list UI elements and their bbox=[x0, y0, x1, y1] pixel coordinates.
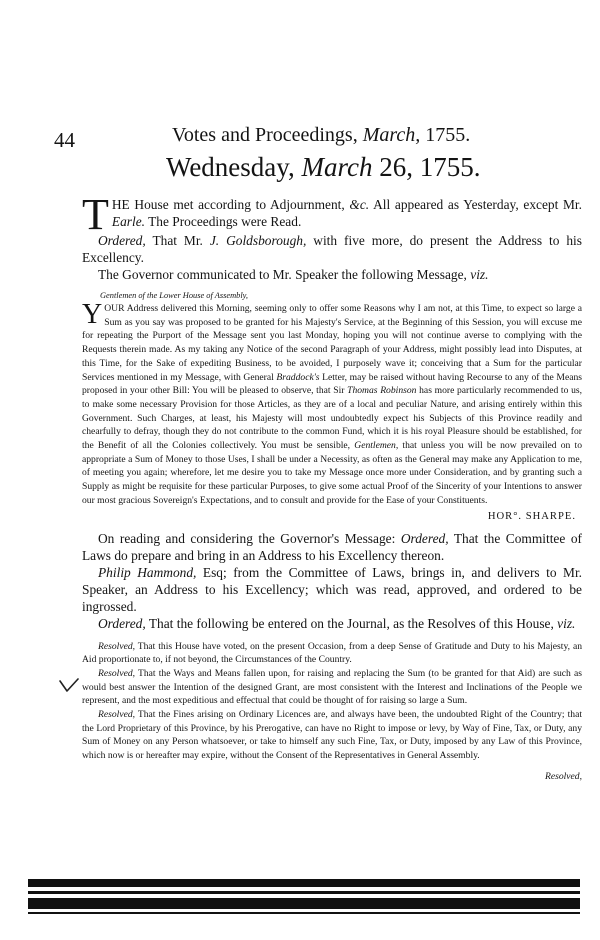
message-text-2: Letter, may be raised without having Recourse to any of the Means proposed in your other Bill: You will be pleased to observe, that Sir bbox=[82, 371, 582, 397]
opening-text-a: HE House met according to Adjournment, bbox=[111, 197, 350, 212]
opening-etc: &c. bbox=[349, 197, 370, 212]
day-title bbox=[166, 152, 481, 183]
message-robinson: Thomas Robinson bbox=[347, 385, 417, 397]
check-mark-icon bbox=[58, 678, 80, 694]
ordered2-label: Ordered, bbox=[98, 615, 146, 631]
ordered1-text-a: That Mr. bbox=[145, 233, 210, 248]
resolve-label: Resolved, bbox=[98, 640, 136, 652]
message-text-5: may make any Application to me, of meeting you again; wherefore, let me desire you to take my Message once more under Consideration, and by granting such a Supply as might be requisite for these particular Purposes, to give some actual Proof of the Sincerity of your Intentions to answer our most gracious Sovereign's Expectations, and to consult and provide for the Ease of your Constituents. bbox=[82, 453, 582, 506]
resolve-item bbox=[82, 708, 582, 763]
governor-viz: viz. bbox=[470, 267, 489, 282]
main-text bbox=[82, 190, 583, 782]
opening-text-c: The Proceedings were Read. bbox=[145, 214, 302, 229]
reading-ordered-label: Ordered, bbox=[400, 530, 449, 546]
ordered-paragraph-2 bbox=[82, 615, 582, 632]
running-head-text: Votes and Proceedings, bbox=[172, 124, 363, 146]
reading-text-a: On reading and considering the Governor's Message: bbox=[98, 530, 401, 546]
drop-cap: T bbox=[82, 190, 109, 239]
message-text-4: that unless you will be now prevailed on to appropriate a Sum of Money to those Uses, I shall be under a Necessity, as often as the General bbox=[82, 440, 582, 465]
hammond-text: Esq; from the Committee of Laws, brings in, and delivers to Mr. Speaker, an Address to his Excellency; which was read, approved, and ordered to be ingrossed. bbox=[82, 564, 583, 614]
resolve-item bbox=[82, 667, 582, 708]
resolve-text: That the Fines arising on Ordinary Licences are, and always have been, the undoubted Right of the Country; that the Lord Proprietary of this Province, by his Prerogative, can have no Right to impose or levy, by Way of Fine, Tax, or Duty, any Sum of Money on any Person whatsoever, or take to himself any such Fine, Tax, or Duty, imposed by any Law of this Province, which now is or hereafter may expire, without the Consent of the Representatives in General Assembly. bbox=[82, 709, 582, 762]
hammond-paragraph bbox=[82, 564, 582, 615]
message-gentlemen: Gentlemen, bbox=[354, 440, 399, 452]
message-body bbox=[82, 299, 583, 508]
signature: HOR°. SHARPE. bbox=[487, 510, 576, 522]
running-head-month: March, bbox=[362, 124, 421, 146]
message-salutation: Gentlemen of the Lower House of Assembly, bbox=[100, 291, 249, 300]
resolves bbox=[82, 640, 582, 763]
reading-paragraph bbox=[82, 530, 582, 564]
ordered2-text: That the following be entered on the Journal, as the Resolves of this House, bbox=[145, 615, 558, 631]
opening-paragraph bbox=[82, 190, 582, 239]
hammond-name: Philip Hammond, bbox=[98, 564, 197, 580]
resolve-label: Resolved, bbox=[98, 709, 136, 721]
catchword: Resolved, bbox=[544, 770, 582, 782]
day-month: March bbox=[301, 152, 373, 182]
reading-text-b: That the Committee of Laws do prepare and bring in an Address to his Excellency thereon. bbox=[82, 530, 582, 563]
governor-text: The Governor communicated to Mr. Speaker the following Message, bbox=[98, 267, 471, 282]
opening-text-b: All appeared as Yesterday, except Mr. bbox=[369, 197, 582, 212]
resolve-text: That this House have voted, on the present Occasion, from a deep Sense of Gratitude and Duty to his Majesty, an Aid proportionate to, if not beyond, the Circumstances of the Country. bbox=[82, 640, 582, 666]
running-head-year: 1755. bbox=[420, 124, 471, 146]
page-number: 44 bbox=[54, 128, 75, 152]
opening-name: Earle. bbox=[111, 214, 145, 229]
governor-message bbox=[82, 291, 582, 522]
ordered2-viz: viz. bbox=[557, 615, 576, 631]
resolve-text: That the Ways and Means fallen upon, for raising and replacing the Sum (to be granted for that Aid) are such as would best answer the Intention of the designed Grant, are most consistent with the Interest and Inclinations of the People we represent, and the most expeditious and effectual that could be thought of for raising so large a Sum. bbox=[82, 667, 582, 707]
day-weekday: Wednesday, bbox=[166, 152, 302, 182]
ordered1-text-b: with five more, do present the Address to his Excellency. bbox=[82, 233, 582, 265]
message-text-1: OUR Address delivered this Morning, seeming only to offer some Reasons why I am not, at this Time, to expect so large a Sum as you say was proposed to be granted for his Majesty's Service, at the Beginning of this Session, you will excuse me for repeating the Purport of the Message sent you last Monday, hoping you will not continue averse to complying with the Requests therein made. As my taking any Notice of the second Paragraph of your Address, might possibly lead into Disputes, at this Time, for the Sake of expediting Business, to be avoided, I purposely wave it; conceiving that a Sum for the particular Services mentioned in my Message, with General bbox=[82, 303, 582, 383]
bottom-border-band bbox=[28, 879, 580, 919]
running-head bbox=[172, 124, 470, 147]
governor-paragraph bbox=[82, 266, 582, 283]
day-rest: 26, 1755. bbox=[372, 152, 481, 182]
message-braddock: Braddock's bbox=[276, 371, 320, 383]
message-drop-cap: Y bbox=[82, 299, 103, 330]
resolve-label: Resolved, bbox=[98, 667, 136, 679]
ordered1-name: J. Goldsborough, bbox=[209, 233, 307, 248]
resolve-item bbox=[82, 640, 582, 667]
message-text-3: has more particularly recommended to us, to make some necessary Provision for those Articles, as they are of a local and peculiar Nature, and arising entirely within this Government. Such Charges, at least, his Majesty will most undoubtedly expect his Subjects of this Province readily and chearfully to defray, though they do not contribute to the common Fund, which it is his royal Pleasure should be established, for the Benefit of all the Colonies collectively. You must be sensible, bbox=[82, 385, 583, 452]
ordered-label: Ordered, bbox=[98, 233, 146, 248]
ordered-paragraph-1 bbox=[82, 232, 582, 266]
